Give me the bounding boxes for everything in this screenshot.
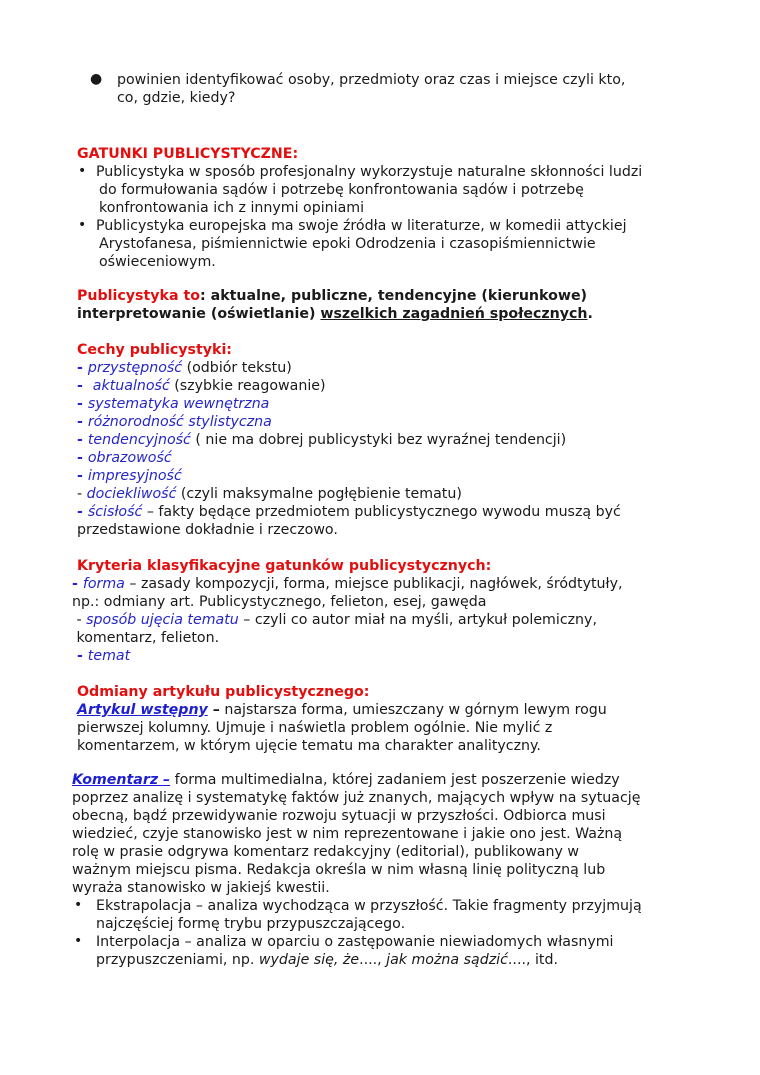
cechy-term: impresyjność <box>87 468 182 484</box>
bullet-icon: ● <box>90 71 103 87</box>
cechy-item: - obrazowość <box>77 450 172 466</box>
definition-text1: aktualne, publiczne, tendencyjne (kierunkowe) <box>205 288 588 304</box>
cechy-item: - ścisłość – fakty będące przedmiotem publicystycznego wywodu muszą być <box>77 504 621 520</box>
komentarz-line: obecną, bądź przewidywanie rozwoju sytuacji w przyszłości. Odbiorca musi <box>72 808 606 824</box>
kryteria-sposob: - sposób ujęcia tematu – czyli co autor miał na myśli, artykuł polemiczny, <box>72 612 597 628</box>
kryteria-temat: - temat <box>72 648 131 664</box>
cechy-term: obrazowość <box>87 450 172 466</box>
artykul-term: Artykul wstępny <box>77 702 208 718</box>
komentarz-term: Komentarz – <box>72 772 171 788</box>
gatunki-bullet1-line1: Publicystyka w sposób profesjonalny wykorzystuje naturalne skłonności ludzi <box>96 164 643 180</box>
bullet-icon: • <box>74 933 83 949</box>
odmiany-heading: Odmiany artykułu publicystycznego: <box>77 684 370 700</box>
intro-bullet-line1: powinien identyfikować osoby, przedmioty oraz czas i miejsce czyli kto, <box>117 72 626 88</box>
kryteria-term: temat <box>87 648 131 664</box>
kryteria-heading: Kryteria klasyfikacyjne gatunków publicystycznych: <box>77 558 492 574</box>
komentarz-line: rolę w prasie odgrywa komentarz redakcyjny (editorial), publikowany w <box>72 844 580 860</box>
komentarz-line1: Komentarz – forma multimedialna, której zadaniem jest poszerzenie wiedzy <box>72 772 620 788</box>
cechy-term: aktualność <box>92 378 170 394</box>
definition-label: Publicystyka to <box>77 288 200 304</box>
komentarz-line: wiedzieć, czyje stanowisko jest w nim reprezentowane i jakie ono jest. Ważną <box>72 826 623 842</box>
gatunki-bullet1-line3: konfrontowania ich z innymi opiniami <box>99 200 365 216</box>
cechy-term: różnorodność stylistyczna <box>87 414 272 430</box>
definition-underlined: wszelkich zagadnień społecznych <box>320 306 588 322</box>
kryteria-term: sposób ujęcia tematu <box>86 612 239 628</box>
definition-line2 <box>77 305 593 323</box>
interpolacja-line2: przypuszczeniami, np. wydaje się, że...., jak można sądzić...., itd. <box>96 952 559 968</box>
cechy-item: - różnorodność stylistyczna <box>77 414 272 430</box>
cechy-term: dociekliwość <box>86 486 177 502</box>
cechy-item: - dociekliwość (czyli maksymalne pogłębienie tematu) <box>77 486 462 502</box>
artykul-line3: komentarzem, w którym ujęcie tematu ma charakter analityczny. <box>77 738 541 754</box>
artykul-line2: pierwszej kolumny. Ujmuje i naświetla problem ogólnie. Nie mylić z <box>77 720 553 736</box>
definition-colon: : <box>200 288 206 304</box>
cechy-item: - systematyka wewnętrzna <box>77 396 270 412</box>
intro-bullet-line2: co, gdzie, kiedy? <box>117 90 236 106</box>
cechy-term: ścisłość <box>87 504 143 520</box>
cechy-term: przystępność <box>87 360 183 376</box>
gatunki-bullet2-line1: Publicystyka europejska ma swoje źródła w literaturze, w komedii attyckiej <box>96 218 627 234</box>
komentarz-line: wyraża stanowisko w jakiejś kwestii. <box>72 880 330 896</box>
cechy-item: - impresyjność <box>77 468 182 484</box>
gatunki-bullet1-line2: do formułowania sądów i potrzebę konfrontowania sądów i potrzebę <box>99 182 584 198</box>
cechy-item: - aktualność (szybkie reagowanie) <box>77 378 326 394</box>
kryteria-forma-line2: np.: odmiany art. Publicystycznego, felieton, esej, gawęda <box>72 594 487 610</box>
ekstrapolacja-line2: najczęściej formę trybu przypuszczającego. <box>96 916 406 932</box>
ekstrapolacja-line1: Ekstrapolacja – analiza wychodząca w przyszłość. Takie fragmenty przyjmują <box>96 898 642 914</box>
komentarz-line: ważnym miejscu pisma. Redakcja określa w nim własną linię polityczną lub <box>72 862 606 878</box>
artykul-line1: Artykul wstępny – najstarsza forma, umieszczany w górnym lewym rogu <box>77 702 607 718</box>
bullet-icon: • <box>78 163 87 179</box>
cechy-item: - tendencyjność ( nie ma dobrej publicystyki bez wyraźnej tendencji) <box>77 432 567 448</box>
cechy-continuation: przedstawione dokładnie i rzeczowo. <box>77 522 338 538</box>
gatunki-heading: GATUNKI PUBLICYSTYCZNE: <box>77 146 299 162</box>
gatunki-bullet2-line3: oświeceniowym. <box>99 254 216 270</box>
bullet-icon: • <box>74 897 83 913</box>
cechy-term: tendencyjność <box>87 432 191 448</box>
definition-text2: interpretowanie (oświetlanie) <box>77 306 321 322</box>
kryteria-forma: - forma – zasady kompozycji, forma, miejsce publikacji, nagłówek, śródtytuły, <box>72 576 623 592</box>
kryteria-sposob-line2: komentarz, felieton. <box>72 630 220 646</box>
kryteria-term: forma <box>82 576 125 592</box>
cechy-term: systematyka wewnętrzna <box>87 396 270 412</box>
bullet-icon: • <box>78 217 87 233</box>
cechy-heading: Cechy publicystyki: <box>77 342 232 358</box>
cechy-item: - przystępność (odbiór tekstu) <box>77 360 292 376</box>
komentarz-line: poprzez analizę i systematykę faktów już znanych, mających wpływ na sytuację <box>72 790 641 806</box>
gatunki-bullet2-line2: Arystofanesa, piśmiennictwie epoki Odrodzenia i czasopiśmiennictwie <box>99 236 596 252</box>
definition-period: . <box>587 306 593 322</box>
interpolacja-line1: Interpolacja – analiza w oparciu o zastępowanie niewiadomych własnymi <box>96 934 614 950</box>
definition-line1 <box>77 287 587 305</box>
